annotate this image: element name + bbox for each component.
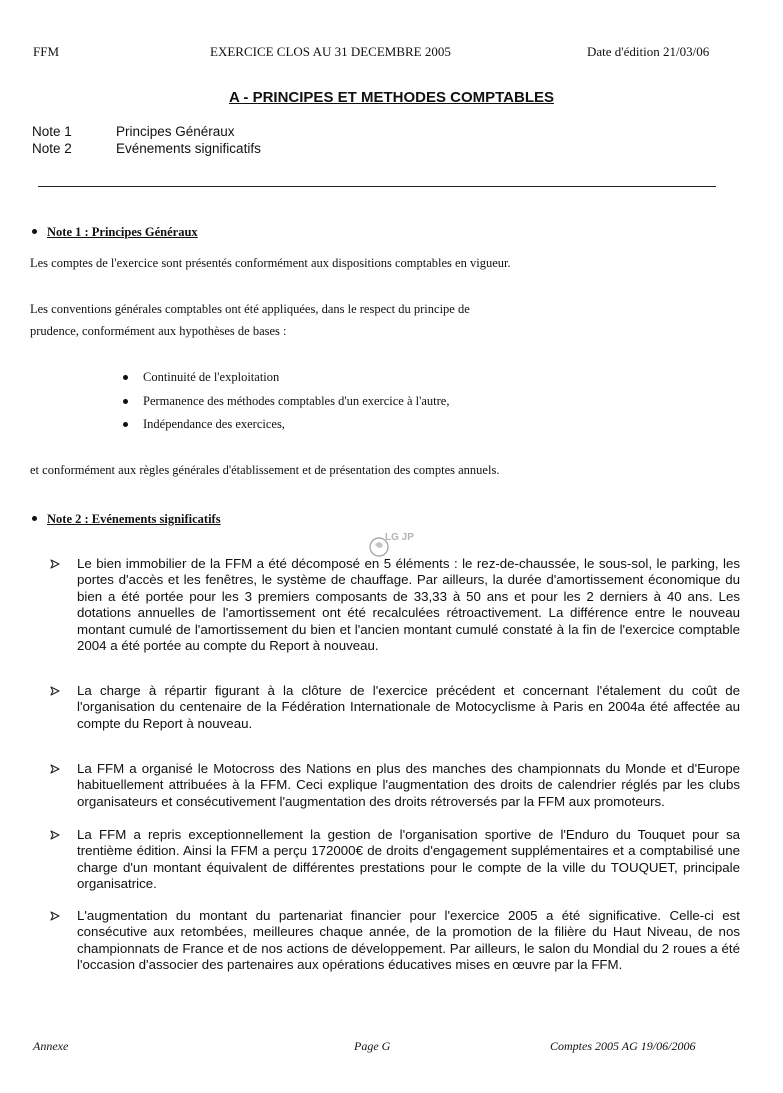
notes-index-row — [32, 123, 261, 140]
list-item-text: Permanence des méthodes comptables d'un exercice à l'autre, — [143, 394, 450, 408]
note1-heading-row — [32, 223, 198, 241]
event-text: La FFM a organisé le Motocross des Nations en plus des manches des championnats du Monde et d'Europe habituellement attribuées à la FFM. Ceci explique l'augmentation des droits de calendrier réglés par les clubs organisateurs et consécutivement l'augmentation des droits rétroversés par la FFM aux promoteurs. — [77, 761, 740, 809]
arrow-right-icon — [50, 911, 60, 921]
list-item — [143, 370, 279, 385]
footer-page-number: Page G — [354, 1039, 391, 1053]
list-item-text: Indépendance des exercices, — [143, 417, 285, 431]
bullet-icon — [32, 516, 37, 521]
event-text: La charge à répartir figurant à la clôture de l'exercice précédent et concernant l'étalement du coût de l'organisation du centenaire de la Fédération Internationale de Motocyclisme à Paris en 2004a été affectée au compte du Report à nouveau. — [77, 683, 740, 731]
stamp-text: LG JP — [385, 532, 414, 543]
event-text: Le bien immobilier de la FFM a été décomposé en 5 éléments : le rez-de-chaussée, le sous-sol, le parking, les portes d'accès et les fenêtres, le système de chauffage. Par ailleurs, la durée d'amortissement économique du bien a été portée pour les 3 premiers composants de 33,33 à 50 ans et pour les 2 derniers à 40 ans. Les dotations annuelles de l'amortissement ont été recalculées rétroactivement. La différence entre le nouveau montant cumulé de l'amortissement du bien et l'ancien montant cumulé constaté à la fin de l'exercice comptable 2004 a été portée au compte du Report à nouveau. — [77, 556, 740, 654]
note-number: Note 1 — [32, 124, 72, 139]
note1-heading: Note 1 : Principes Généraux — [47, 225, 198, 239]
header-left: FFM — [33, 44, 60, 59]
note2-heading-row — [32, 510, 221, 528]
note1-paragraph-2-line-2: prudence, conformément aux hypothèses de bases : — [30, 324, 287, 338]
arrow-right-icon — [50, 830, 60, 840]
note1-paragraph-1: Les comptes de l'exercice sont présentés conformément aux dispositions comptables en vigueur. — [30, 256, 511, 270]
event-text: La FFM a repris exceptionnellement la gestion de l'organisation sportive de l'Enduro du Touquet pour sa trentième édition. Ainsi la FFM a perçu 172000€ de droits d'engagement supplémentaires et a comptabilisé une charge d'un montant équivalent de différentes prestations pour le compte de la ville du TOUQUET, principale organisatrice. — [77, 827, 740, 892]
bullet-icon — [123, 375, 128, 380]
horizontal-divider — [38, 186, 716, 187]
footer-left: Annexe — [33, 1039, 69, 1053]
list-item — [143, 394, 449, 409]
note1-paragraph-2-line-1: Les conventions générales comptables ont été appliquées, dans le respect du principe de — [30, 302, 470, 316]
arrow-right-icon — [50, 686, 60, 696]
note2-heading: Note 2 : Evénements significatifs — [47, 512, 221, 526]
note-label: Principes Généraux — [116, 124, 235, 139]
list-item — [50, 827, 740, 893]
notes-index — [32, 123, 261, 157]
bullet-icon — [32, 229, 37, 234]
arrow-right-icon — [50, 559, 60, 569]
event-text: L'augmentation du montant du partenariat financier pour l'exercice 2005 a été significative. Celle-ci est consécutive aux retombées, meilleures chaque année, de la promotion de la filière du Haut Niveau, de nos championnats de France et de nos actions de développement. Par ailleurs, le salon du Mondial du 2 roues a été l'occasion d'associer des partenaires aux opérations éducatives mises en œuvre par la FFM. — [77, 908, 740, 973]
list-item-text: Continuité de l'exploitation — [143, 370, 280, 384]
header-center: EXERCICE CLOS AU 31 DECEMBRE 2005 — [210, 44, 451, 59]
list-item — [50, 908, 740, 974]
footer-right: Comptes 2005 AG 19/06/2006 — [550, 1039, 696, 1053]
list-item — [50, 556, 740, 654]
header-right: Date d'édition 21/03/06 — [587, 44, 710, 59]
list-item — [50, 761, 740, 810]
note1-paragraph-3: et conformément aux règles générales d'établissement et de présentation des comptes annuels. — [30, 463, 500, 477]
bullet-icon — [123, 422, 128, 427]
list-item — [143, 417, 285, 432]
notes-index-row — [32, 140, 261, 157]
bullet-icon — [123, 399, 128, 404]
page-title: A - PRINCIPES ET METHODES COMPTABLES — [228, 89, 555, 106]
list-item — [50, 683, 740, 732]
arrow-right-icon — [50, 764, 60, 774]
note-number: Note 2 — [32, 141, 72, 156]
note-label: Evénements significatifs — [116, 141, 261, 156]
